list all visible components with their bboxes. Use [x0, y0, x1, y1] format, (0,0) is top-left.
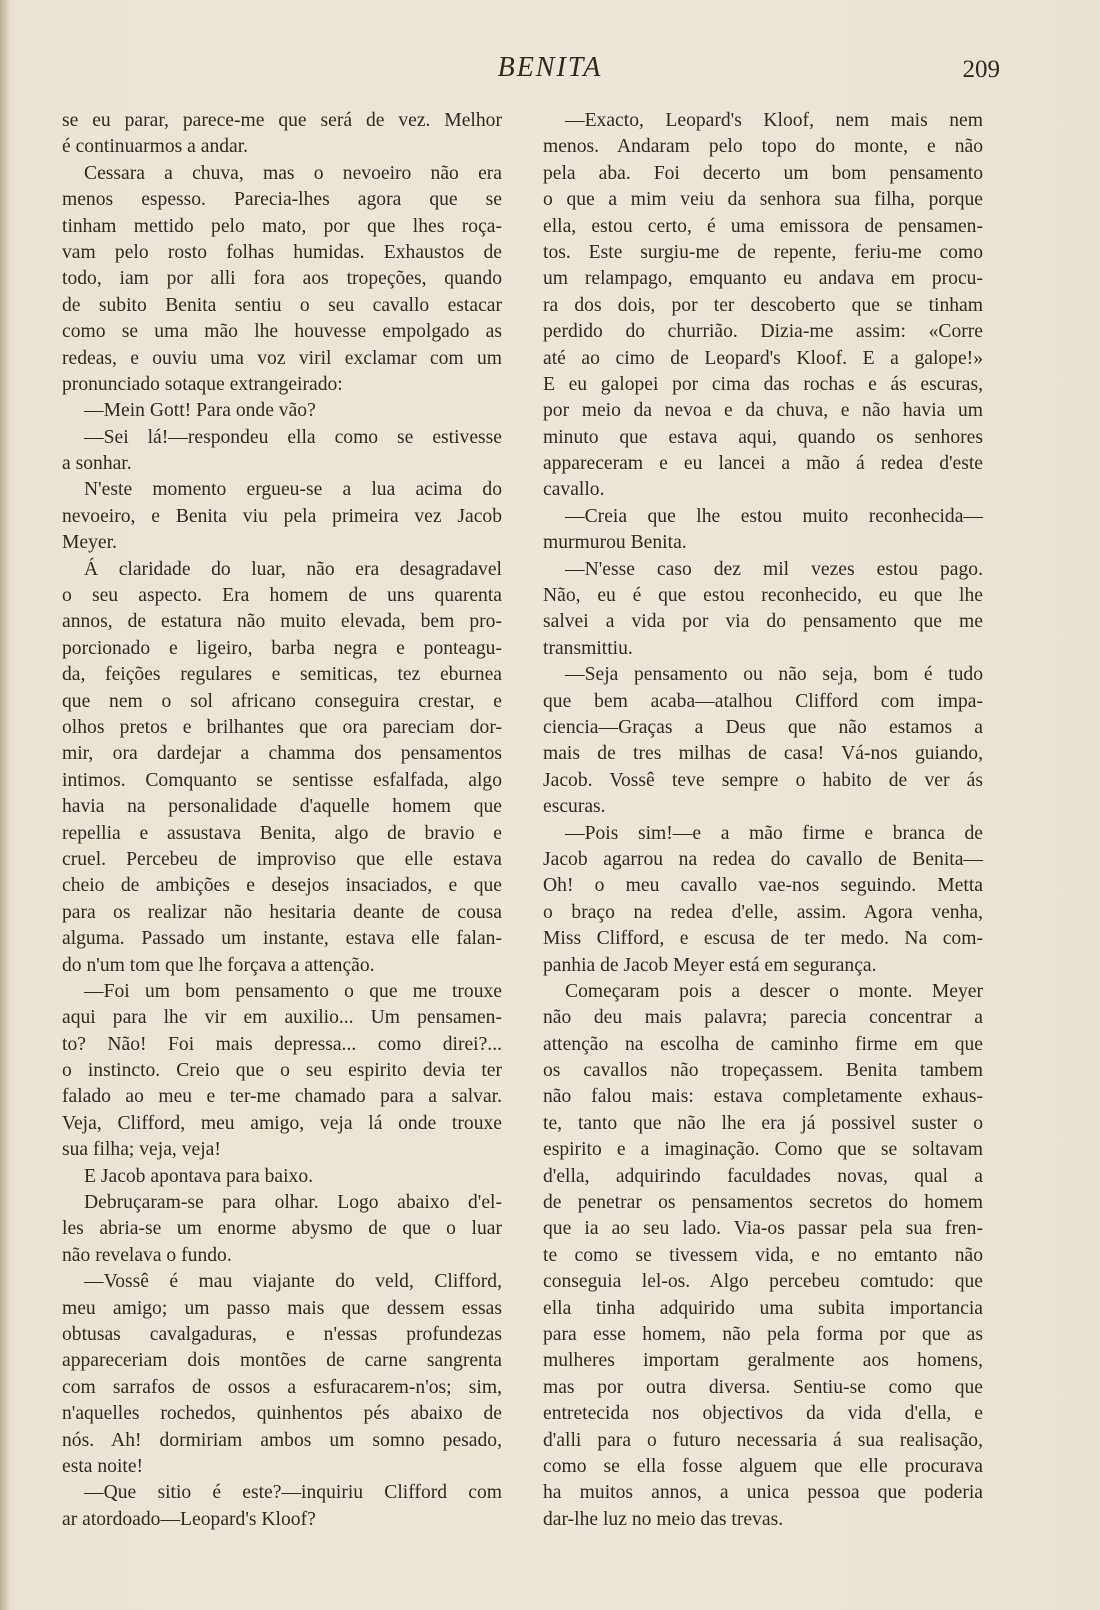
- text-line: ella, estou certo, é uma emissora de pensamen-: [543, 215, 983, 237]
- text-line: não deu mais palavra; parecia concentrar a: [543, 1007, 983, 1029]
- binding-shadow: [0, 0, 10, 1610]
- text-line: d'alli para o futuro necessaria á sua realisação,: [543, 1429, 983, 1451]
- text-line: Miss Clifford, e escusa de ter medo. Na com-: [543, 928, 983, 950]
- text-line: dar-lhe luz no meio das trevas.: [543, 1508, 784, 1530]
- text-line: n'aquelles rochedos, quinhentos pés abaixo de: [62, 1403, 502, 1425]
- text-line: annos, de estatura não muito elevada, bem pro-: [62, 611, 502, 633]
- text-line: que nem o sol africano conseguira crestar, e: [62, 690, 502, 712]
- text-line: não revelava o fundo.: [62, 1244, 232, 1266]
- text-line: até ao cimo de Leopard's Kloof. E a galope!»: [543, 347, 983, 369]
- page-number: 209: [962, 56, 1000, 83]
- text-line: obtusas cavalgaduras, e n'essas profundezas: [62, 1323, 502, 1345]
- text-line: les abria-se um enorme abysmo de que o luar: [62, 1218, 502, 1240]
- text-line: te, tanto que não lhe era já possivel suster o: [543, 1112, 983, 1134]
- text-line: Jacob. Vossê teve sempre o habito de ver ás: [543, 769, 983, 791]
- text-line: ar atordoado—Leopard's Kloof?: [62, 1508, 316, 1530]
- text-line: espirito e a imaginação. Como que se soltavam: [543, 1139, 983, 1161]
- text-line: Á claridade do luar, não era desagradavel: [84, 558, 502, 580]
- text-line: N'este momento ergueu-se a lua acima do: [84, 479, 502, 501]
- text-line: para os realizar não hesitaria deante de cousa: [62, 901, 502, 923]
- text-line: —Vossê é mau viajante do veld, Clifford,: [84, 1271, 502, 1293]
- text-line: —Exacto, Leopard's Kloof, nem mais nem: [565, 110, 983, 131]
- text-line: mas por outra diversa. Sentiu-se como que: [543, 1376, 983, 1398]
- text-line: —Pois sim!—e a mão firme e branca de: [565, 822, 983, 844]
- text-line: minuto que estava aqui, quando os senhores: [543, 426, 983, 448]
- text-line: intimos. Comquanto se sentisse esfalfada, algo: [62, 769, 502, 791]
- text-line: é continuarmos a andar.: [62, 136, 249, 158]
- text-line: o braço na redea d'elle, assim. Agora venha,: [543, 901, 983, 923]
- text-line: da, feições regulares e semiticas, tez eburnea: [62, 664, 502, 686]
- text-line: ciencia—Graças a Deus que não estamos a: [543, 716, 983, 738]
- text-line: pela aba. Foi decerto um bom pensamento: [543, 162, 983, 184]
- text-line: nevoeiro, e Benita viu pela primeira vez Jacob: [62, 505, 502, 527]
- text-line: meu amigo; um passo mais que dessem essas: [62, 1297, 502, 1319]
- text-line: —Seja pensamento ou não seja, bom é tudo: [565, 664, 983, 686]
- left-text-column: [62, 108, 502, 1533]
- text-line: tos. Este surgiu-me de repente, feriu-me como: [543, 241, 983, 263]
- text-line: perdido do churrião. Dizia-me assim: «Corre: [543, 321, 983, 343]
- text-line: —N'esse caso dez mil vezes estou pago.: [565, 558, 983, 580]
- text-line: ella tinha adquirido uma subita importancia: [543, 1297, 983, 1319]
- text-line: nós. Ah! dormiriam ambos um somno pesado,: [62, 1429, 502, 1451]
- text-line: Não, eu é que estou reconhecido, eu que lhe: [543, 585, 983, 607]
- text-line: transmittiu.: [543, 637, 633, 659]
- text-line: com sarrafos de ossos a esfuracarem-n'os; sim,: [62, 1376, 502, 1398]
- text-line: para esse homem, não pela forma por que as: [543, 1323, 983, 1345]
- text-line: —Foi um bom pensamento o que me trouxe: [84, 980, 502, 1002]
- text-line: menos. Andaram pelo topo do monte, e não: [543, 136, 983, 158]
- text-line: esta noite!: [62, 1455, 144, 1477]
- text-line: o seu aspecto. Era homem de uns quarenta: [62, 585, 502, 607]
- text-line: como se uma mão lhe houvesse empolgado as: [62, 321, 502, 343]
- text-line: panhia de Jacob Meyer está em segurança.: [543, 954, 877, 976]
- right-text-column: [543, 108, 983, 1533]
- text-line: o que a mim veiu da senhora sua filha, porque: [543, 189, 983, 211]
- text-line: —Que sitio é este?—inquiriu Clifford com: [84, 1482, 502, 1504]
- text-line: conseguia lel-os. Algo percebeu comtudo: que: [543, 1271, 983, 1293]
- text-line: tinham mettido pelo mato, por que lhes roça-: [62, 215, 502, 237]
- text-line: falado ao meu e ter-me chamado para a salvar.: [62, 1086, 502, 1108]
- text-line: ha muitos annos, a unica pessoa que poderia: [543, 1482, 983, 1504]
- text-line: do n'um tom que lhe forçava a attenção.: [62, 954, 375, 976]
- text-line: appareceriam dois montões de carne sangrenta: [62, 1350, 502, 1372]
- text-line: entretecida nos objectivos da vida d'ella, e: [543, 1403, 983, 1425]
- text-line: um relampago, emquanto eu andava em procu-: [543, 268, 983, 290]
- text-line: aqui para lhe vir em auxilio... Um pensamen-: [62, 1007, 502, 1029]
- text-line: murmurou Benita.: [543, 532, 687, 554]
- text-line: a sonhar.: [62, 453, 132, 475]
- text-line: redeas, e ouviu uma voz viril exclamar com um: [62, 347, 502, 369]
- text-line: d'ella, adquirindo faculdades novas, qual a: [543, 1165, 983, 1187]
- text-line: to? Não! Foi mais depressa... como direi?...: [62, 1033, 502, 1055]
- text-line: salvei a vida por via do pensamento que me: [543, 611, 983, 633]
- text-line: todo, iam por alli fora aos tropeções, quando: [62, 268, 502, 290]
- text-line: —Sei lá!—respondeu ella como se estivesse: [84, 426, 502, 448]
- text-line: —Creia que lhe estou muito reconhecida—: [565, 505, 983, 527]
- text-line: E eu galopei por cima das rochas e ás escuras,: [543, 373, 983, 395]
- text-line: te como se tivessem vida, e no emtanto não: [543, 1244, 983, 1266]
- text-line: E Jacob apontava para baixo.: [84, 1165, 314, 1187]
- text-line: como se ella fosse alguem que elle procurava: [543, 1455, 983, 1477]
- text-line: de penetrar os pensamentos secretos do homem: [543, 1192, 983, 1214]
- text-line: cavallo.: [543, 479, 605, 501]
- text-line: de subito Benita sentiu o seu cavallo estacar: [62, 294, 502, 316]
- text-line: appareceram e eu lancei a mão á redea d'este: [543, 453, 983, 475]
- text-line: mulheres importam geralmente aos homens,: [543, 1350, 983, 1372]
- text-line: havia na personalidade d'aquelle homem que: [62, 796, 502, 818]
- text-line: Veja, Clifford, meu amigo, veja lá onde trouxe: [62, 1112, 502, 1134]
- text-line: Meyer.: [62, 532, 117, 554]
- text-line: mir, ora dardejar a chamma dos pensamentos: [62, 743, 502, 765]
- text-line: Jacob agarrou na redea do cavallo de Benita—: [543, 848, 983, 870]
- text-line: escuras.: [543, 796, 606, 818]
- text-line: se eu parar, parece-me que será de vez. Melhor: [62, 110, 502, 131]
- text-line: pronunciado sotaque extrangeirado:: [62, 373, 343, 395]
- text-line: vam pelo rosto folhas humidas. Exhaustos de: [62, 241, 502, 263]
- text-line: os cavallos não tropeçassem. Benita tambem: [543, 1060, 983, 1082]
- text-line: que bem acaba—atalhou Clifford com impa-: [543, 690, 983, 712]
- running-title: BENITA: [497, 52, 603, 83]
- text-line: cheio de ambições e desejos insaciados, e que: [62, 875, 502, 897]
- text-line: sua filha; veja, veja!: [62, 1139, 221, 1161]
- text-line: repellia e assustava Benita, algo de bravio e: [62, 822, 502, 844]
- text-line: que ia ao seu lado. Via-os passar pela sua fren-: [543, 1218, 983, 1240]
- text-line: Oh! o meu cavallo vae-nos seguindo. Metta: [543, 875, 983, 897]
- text-line: não falou mais: estava completamente exhaus-: [543, 1086, 983, 1108]
- text-line: mais de tres milhas de casa! Vá-nos guiando,: [543, 743, 983, 765]
- text-line: Debruçaram-se para olhar. Logo abaixo d'el-: [84, 1192, 502, 1214]
- text-line: ra dos dois, por ter descoberto que se tinham: [543, 294, 983, 316]
- text-line: cruel. Percebeu de improviso que elle estava: [62, 848, 502, 870]
- text-line: o instincto. Creio que o seu espirito devia ter: [62, 1060, 502, 1082]
- text-line: —Mein Gott! Para onde vão?: [84, 400, 316, 422]
- text-line: menos espesso. Parecia-lhes agora que se: [62, 189, 502, 211]
- text-line: por meio da nevoa e da chuva, e não havia um: [543, 400, 983, 422]
- text-line: attenção na escolha de caminho firme em que: [543, 1033, 983, 1055]
- text-line: Cessara a chuva, mas o nevoeiro não era: [84, 162, 502, 184]
- text-line: olhos pretos e brilhantes que ora pareciam dor-: [62, 716, 502, 738]
- text-line: porcionado e ligeiro, barba negra e ponteagu-: [62, 637, 502, 659]
- text-line: Começaram pois a descer o monte. Meyer: [565, 980, 983, 1002]
- text-line: alguma. Passado um instante, estava elle falan-: [62, 928, 502, 950]
